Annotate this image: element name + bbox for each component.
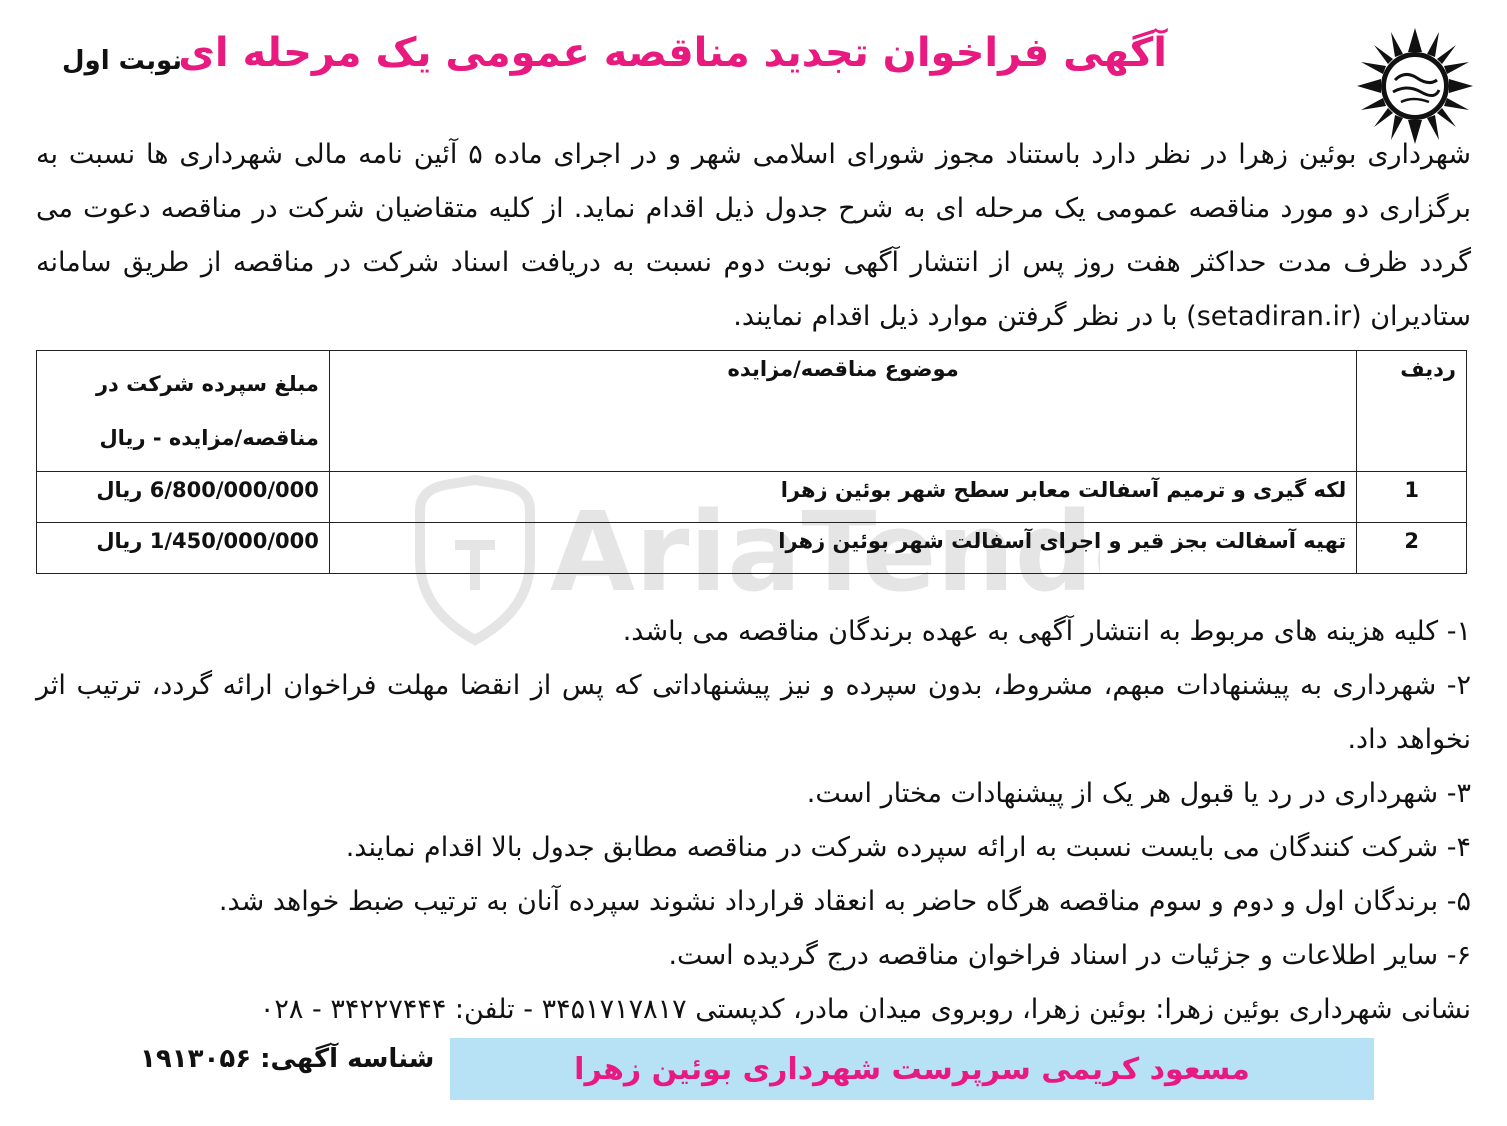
signature: مسعود کریمی سرپرست شهرداری بوئین زهرا <box>574 1051 1250 1087</box>
signature-box <box>450 1038 1374 1100</box>
condition-item: ۵- برندگان اول و دوم و سوم مناقصه هرگاه حاضر به انعقاد قرارداد نشوند سپرده آنان به ترتیب ضبط خواهد شد. <box>218 886 1471 917</box>
svg-text:AriaTender: AriaTend <box>550 488 1094 616</box>
header-subject: موضوع مناقصه/مزایده <box>329 351 1356 472</box>
condition-item: ۴- شرکت کنندگان می بایست نسبت به ارائه سپرده شرکت در مناقصه مطابق جدول بالا اقدام نمایند. <box>345 832 1471 863</box>
row-index: 1 <box>1357 472 1467 523</box>
header-amount-line1: مبلغ سپرده شرکت در <box>95 372 319 396</box>
header-amount-line2: مناقصه/مزایده - ریال <box>99 426 319 450</box>
table-row <box>37 523 1467 574</box>
row-amount: 1/450/000/000 ریال <box>37 523 330 574</box>
row-subject: لکه گیری و ترمیم آسفالت معابر سطح شهر بوئین زهرا <box>329 472 1356 523</box>
notice-title: آگهی فراخوان تجدید مناقصه عمومی یک مرحله ای <box>178 30 1167 76</box>
ad-id: شناسه آگهی: ۱۹۱۳۰۵۶ <box>140 1044 435 1074</box>
row-amount: 6/800/000/000 ریال <box>37 472 330 523</box>
condition-item: ۶- سایر اطلاعات و جزئیات در اسناد فراخوان مناقصه درج گردیده است. <box>668 940 1471 971</box>
condition-item: ۱- کلیه هزینه های مربوط به انتشار آگهی به عهده برندگان مناقصه می باشد. <box>622 616 1471 647</box>
header-amount <box>37 351 330 472</box>
publication-round: نوبت اول <box>62 46 183 76</box>
condition-item: ۳- شهرداری در رد یا قبول هر یک از پیشنهادات مختار است. <box>806 778 1471 809</box>
row-index: 2 <box>1357 523 1467 574</box>
table-row <box>37 472 1467 523</box>
header-index: ردیف <box>1357 351 1467 472</box>
row-subject: تهیه آسفالت بجز قیر و اجرای آسفالت شهر بوئین زهرا <box>329 523 1356 574</box>
table-header-row <box>37 351 1467 472</box>
address-line: نشانی شهرداری بوئین زهرا: بوئین زهرا، روبروی میدان مادر، کدپستی ۳۴۵۱۷۱۷۸۱۷ - تلفن: ۳۴۲۲۷۴۴۴ - ۰۲۸ <box>259 994 1471 1025</box>
conditions-list <box>36 605 1471 1037</box>
intro-paragraph: شهرداری بوئین زهرا در نظر دارد باستناد مجوز شورای اسلامی شهر و در اجرای ماده ۵ آئین نامه مالی شهرداری ها نسبت به برگزاری دو مورد مناقصه عمومی یک مرحله ای به شرح جدول ذیل اقدام نماید. از کلیه متقاضیان شرکت در مناقصه دعوت می گردد ظرف مدت حداکثر هفت روز پس از انتشار آگهی نوبت دوم نسبت به دریافت اسناد شرکت در مناقصه از طریق سامانه ستادیران (setadiran.ir) با در نظر گرفتن موارد ذیل اقدام نمایند. <box>36 139 1471 332</box>
condition-item: ۲- شهرداری به پیشنهادات مبهم، مشروط، بدون سپرده و نیز پیشنهاداتی که پس از انقضا مهلت فراخوان ارائه گردد، ترتیب اثر نخواهد داد. <box>36 670 1471 755</box>
tender-table <box>36 350 1467 574</box>
